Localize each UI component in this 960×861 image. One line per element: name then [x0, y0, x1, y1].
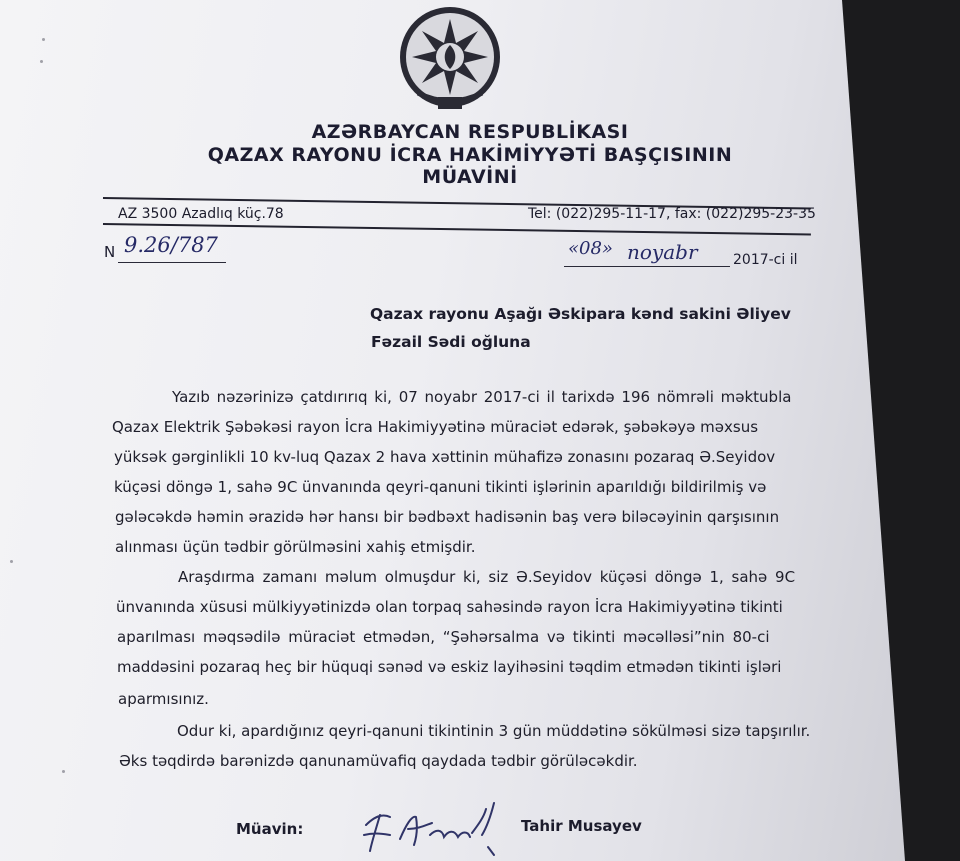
date-year: 2017-ci il — [733, 252, 798, 268]
body-p1-line-6: alınması üçün tədbir görülməsini xahiş etmişdir. — [115, 538, 476, 556]
body-p2-line-1: Araşdırma zamanı məlum olmuşdur ki, siz Ə.Seyidov küçəsi döngə 1, sahə 9C — [178, 568, 796, 586]
body-p1-line-2: Qazax Elektrik Şəbəkəsi rayon İcra Hakimiyyətinə müraciət edərək, şəbəkəyə məxsus — [112, 418, 759, 436]
body-p1-line-3: yüksək gərginlikli 10 kv-luq Qazax 2 hava xəttinin mühafizə zonasını pozaraq Ə.Seyidov — [114, 448, 776, 466]
reference-label: N — [104, 243, 116, 261]
body-p2-line-3: aparılması məqsədilə müraciət etmədən, “Şəhərsalma və tikinti məcəlləsi”nin 80-ci — [117, 628, 770, 646]
body-p2-line-5: aparmısınız. — [118, 690, 209, 708]
body-p3-line-1: Odur ki, apardığınız qeyri-qanuni tikintinin 3 gün müddətinə sökülməsi sizə tapşırılır. — [177, 722, 811, 740]
body-p2-line-4: maddəsini pozaraq heç bir hüquqi sənəd və eskiz layihəsini təqdim etmədən tikinti işləri — [117, 658, 782, 676]
date-day: «08» — [568, 238, 613, 259]
state-emblem-icon — [398, 5, 502, 113]
body-p1-line-1: Yazıb nəzərinizə çatdırırıq ki, 07 noyabr 2017-ci il tarixdə 196 nömrəli məktubla — [172, 388, 792, 406]
body-p2-line-2: ünvanında xüsusi mülkiyyətinizdə olan torpaq sahəsində rayon İcra Hakimiyyətinə tikinti — [116, 598, 783, 616]
handwritten-signature — [360, 795, 520, 857]
body-p3-line-2: Əks təqdirdə barənizdə qanunamüvafiq qaydada tədbir görüləcəkdir. — [119, 752, 638, 770]
body-p1-line-5: gələcəkdə həmin ərazidə hər hansı bir bədbəxt hadisənin baş verə biləcəyinin qarşısının — [115, 508, 780, 526]
header-office: QAZAX RAYONU İCRA HAKİMİYYƏTİ BAŞÇISININ — [207, 144, 733, 166]
reference-underline — [118, 262, 226, 263]
contact-phone-fax: Tel: (022)295-11-17, fax: (022)295-23-35 — [528, 206, 816, 222]
contact-address: AZ 3500 Azadlıq küç.78 — [118, 206, 284, 222]
signature-label: Müavin: — [236, 820, 304, 838]
date-underline — [564, 266, 730, 267]
addressee-line-1: Qazax rayonu Aşağı Əskipara kənd sakini Əliyev — [370, 305, 791, 323]
date-month: noyabr — [627, 240, 698, 264]
header-country: AZƏRBAYCAN RESPUBLİKASI — [311, 121, 629, 143]
addressee-line-2: Fəzail Sədi oğluna — [371, 333, 531, 351]
paper-speck — [42, 38, 45, 41]
header-title: MÜAVİNİ — [422, 166, 518, 188]
signatory-name: Tahir Musayev — [521, 817, 642, 835]
reference-number: 9.26/787 — [124, 233, 218, 257]
paper-speck — [10, 560, 13, 563]
body-p1-line-4: küçəsi döngə 1, sahə 9C ünvanında qeyri-qanuni tikinti işlərinin aparıldığı bildirilmiş və — [114, 478, 767, 496]
paper-speck — [62, 770, 65, 773]
paper-speck — [40, 60, 43, 63]
